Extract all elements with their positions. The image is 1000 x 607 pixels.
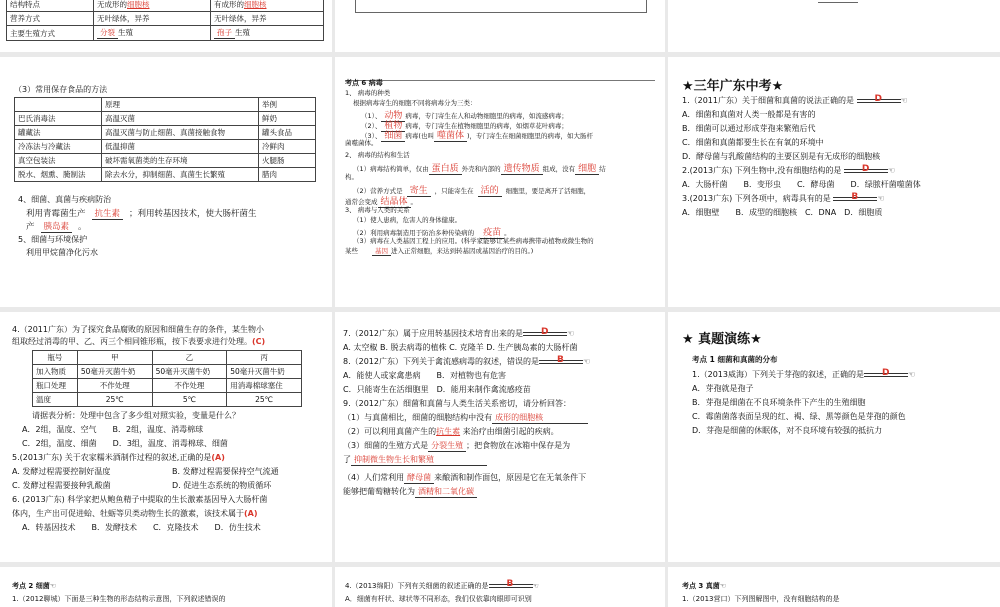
text: 细胞里，要是离开了活细胞， bbox=[505, 187, 591, 195]
table-cell: 25℃ bbox=[77, 393, 152, 407]
question-text: 1.（2013威海）下列关于芽孢的叙述，正确的是 bbox=[692, 370, 864, 379]
question bbox=[682, 165, 895, 176]
table-cell: 25℃ bbox=[227, 393, 302, 407]
option: B．细菌可以通过形成芽孢来繁殖后代 bbox=[682, 124, 816, 133]
table-cell: 巴氏消毒法 bbox=[15, 112, 102, 126]
text-line: 构。 bbox=[345, 173, 358, 181]
table-cell: 不作处理 bbox=[77, 379, 152, 393]
text: 利用青霉菌生产 bbox=[26, 209, 86, 219]
answer-text: 抗生素 bbox=[436, 427, 461, 436]
answer-line bbox=[343, 426, 559, 437]
option: A. 太空椒 B. 脱去病毒的植株 C. 克隆羊 D. 生产胰岛素的大肠杆菌 bbox=[343, 343, 578, 352]
answer-text: 基因 bbox=[372, 246, 391, 256]
question-text bbox=[12, 336, 265, 347]
answer-text: 动物 bbox=[381, 108, 405, 122]
text: （4）人们常利用 bbox=[343, 473, 405, 482]
question bbox=[345, 581, 539, 591]
answer-text: 酒精和二氧化碳 bbox=[415, 486, 477, 498]
option: C．只能寄生在活细胞里 D．能用来制作禽流感疫苗 bbox=[343, 385, 531, 394]
table-row bbox=[7, 12, 324, 26]
text-line: 2、 病毒的结构和生活 bbox=[345, 151, 410, 159]
slide-1 bbox=[0, 0, 332, 52]
answer-value: A bbox=[247, 509, 254, 518]
text-line bbox=[353, 161, 606, 175]
answer-text: 结晶体 bbox=[378, 194, 411, 208]
table-cell: 破坏需氧菌类的生存环境 bbox=[102, 154, 259, 168]
answer-mark bbox=[833, 191, 877, 203]
section-heading: （3）常用保存食品的方法 bbox=[14, 85, 108, 94]
question bbox=[682, 95, 908, 106]
table-cell: 真空包装法 bbox=[15, 154, 102, 168]
answer-text: 孢子 bbox=[214, 27, 235, 39]
top-rule bbox=[345, 80, 655, 81]
option: C. 发酵过程需要接种乳酸菌 bbox=[12, 481, 111, 490]
table-header: 乙 bbox=[152, 351, 227, 365]
text: ；利用转基因技术，使大肠杆菌生 bbox=[129, 209, 257, 219]
question-text: 请据表分析：处理中包含了多少组对照实验，变量是什么？ bbox=[32, 411, 240, 420]
answer-line bbox=[343, 472, 586, 484]
question-text: 9.（2012广东）细菌和真菌与人类生活关系密切，请分析回答： bbox=[343, 399, 571, 408]
table-cell: 无叶绿体，异养 bbox=[211, 12, 324, 26]
answer-text: 抑制微生物生长和繁殖 bbox=[351, 454, 487, 466]
question-text: 8.（2012广东）下列关于禽流感病毒的叙述，错误的是 bbox=[343, 357, 539, 366]
slide-6 bbox=[668, 57, 1000, 307]
table-row bbox=[33, 379, 302, 393]
text: 来治疗由细菌引起的疾病。 bbox=[462, 427, 559, 436]
slide-5 bbox=[335, 57, 665, 307]
table-cell: 冷鲜肉 bbox=[259, 140, 316, 154]
text: ，只能寄生在 bbox=[434, 187, 474, 195]
table-cell: 无叶绿体，异养 bbox=[94, 12, 211, 26]
option: C．细菌和真菌都要生长在有氧的环境中 bbox=[682, 138, 824, 147]
table-cell bbox=[211, 26, 324, 41]
text-line: （3）病毒在人类基因工程上的应用。(科学家能够让某些病毒携带动植物或微生物的 bbox=[353, 237, 594, 245]
question bbox=[692, 369, 915, 380]
table-cell: 冷冻法与冷藏法 bbox=[15, 140, 102, 154]
answer-line bbox=[343, 454, 487, 466]
paragraph bbox=[26, 220, 87, 233]
text: 结 bbox=[599, 165, 606, 173]
option: A. 发酵过程需要控制好温度 bbox=[12, 467, 111, 476]
option: D．芽孢是细菌的休眠体，对不良环境有较强的抵抗力 bbox=[692, 426, 883, 435]
slide-10 bbox=[0, 567, 332, 607]
answer-mark bbox=[864, 367, 908, 379]
divider-line bbox=[818, 2, 858, 3]
option: A．能使人或家禽患病 B．对植物也有危害 bbox=[343, 371, 506, 380]
answer-text: 噬菌体 bbox=[434, 128, 467, 142]
table-cell: 50毫升灭菌牛奶 bbox=[227, 365, 302, 379]
text: 通常会变成 bbox=[345, 198, 378, 206]
table-cell: 加入物质 bbox=[33, 365, 78, 379]
table-row bbox=[33, 393, 302, 407]
text: （2）、 bbox=[361, 122, 382, 130]
table-cell: 低温抑菌 bbox=[102, 140, 259, 154]
table-cell bbox=[94, 0, 211, 12]
answer-text: 寄生 bbox=[407, 183, 431, 197]
table-cell: 营养方式 bbox=[7, 12, 94, 26]
answer-line bbox=[343, 486, 477, 498]
question-text: 6. (2013广东) 科学家把从鲍鱼精子中提取的生长激素基因导入大肠杆菌 bbox=[12, 495, 268, 504]
option: A．2组，温度、空气 B．2组，温度、消毒棉球 bbox=[22, 425, 204, 434]
question-text: 2.(2013广东) 下列生物中,没有细胞结构的是 bbox=[682, 166, 842, 175]
text-line: 3、 病毒与人类的关系 bbox=[345, 206, 410, 214]
table-cell: 5℃ bbox=[152, 393, 227, 407]
answer-letter: D bbox=[874, 93, 883, 104]
table-cell: 高温灭菌与防止细菌、真菌接触食物 bbox=[102, 126, 259, 140]
table-row bbox=[15, 126, 316, 140]
text: 。 bbox=[410, 198, 418, 206]
hand-pointer-icon: ☜ bbox=[900, 96, 908, 105]
text-line: 菌噬菌体。 bbox=[345, 139, 378, 147]
answer-letter: (C) bbox=[252, 337, 266, 346]
text: （3）细菌的生殖方式是 bbox=[343, 441, 429, 450]
answer-text: 分裂 bbox=[97, 27, 118, 39]
slide-12 bbox=[668, 567, 1000, 607]
slide-9 bbox=[668, 312, 1000, 562]
answer-text: 酵母菌 bbox=[404, 472, 434, 484]
answer-text: 细胞 bbox=[575, 161, 599, 175]
slide-3 bbox=[668, 0, 1000, 52]
table-cell: 腊肉 bbox=[259, 168, 316, 182]
option: A．细菌和真菌对人类一般都是有害的 bbox=[682, 110, 816, 119]
table-header-row bbox=[15, 98, 316, 112]
question-text bbox=[12, 452, 225, 463]
cell-text: 生殖 bbox=[118, 28, 133, 37]
preservation-table bbox=[14, 97, 316, 182]
text-line bbox=[345, 246, 533, 256]
answer-mark bbox=[844, 163, 888, 175]
answer-letter: D bbox=[861, 163, 870, 174]
option: D．酵母菌与乳酸菌结构的主要区别是有无成形的细胞核 bbox=[682, 152, 881, 161]
table-cell: 火腿肠 bbox=[259, 154, 316, 168]
question bbox=[343, 356, 590, 367]
table-cell bbox=[94, 26, 211, 41]
section-title: 考点 6 病毒 bbox=[345, 79, 383, 87]
answer-letter: D bbox=[541, 326, 549, 337]
table-cell: 罐藏法 bbox=[15, 126, 102, 140]
answer-letter: (A) bbox=[244, 509, 258, 518]
question bbox=[682, 193, 885, 204]
table-cell: 鲜奶 bbox=[259, 112, 316, 126]
text: 能够把葡萄糖转化为 bbox=[343, 487, 415, 496]
option: A．转基因技术 B．发酵技术 C．克隆技术 D．仿生技术 bbox=[22, 523, 261, 532]
table-cell: 主要生殖方式 bbox=[7, 26, 94, 41]
section-title bbox=[682, 581, 726, 591]
text: 病毒，专门寄生在人和动物细胞里的病毒，如流感病毒； bbox=[405, 112, 568, 120]
answer-text: 细胞核 bbox=[127, 0, 150, 9]
answer-letter: D bbox=[882, 367, 890, 378]
answer-mark bbox=[539, 354, 583, 366]
text: 组取经过消毒的甲、乙、丙三个相同锥形瓶，按下表要求进行处理。 bbox=[12, 337, 252, 346]
text: 。 bbox=[504, 229, 511, 237]
answer-text: 细菌 bbox=[381, 128, 405, 142]
table-cell: 瓶口处理 bbox=[33, 379, 78, 393]
text: 。 bbox=[78, 222, 87, 232]
cell-text: 无成形的 bbox=[97, 0, 127, 9]
hand-pointer-icon: ☜ bbox=[887, 166, 896, 175]
answer-text: 植物 bbox=[381, 118, 405, 132]
option: B．芽孢是细菌在不良环境条件下产生的生殖细胞 bbox=[692, 398, 866, 407]
question bbox=[343, 328, 574, 339]
table-cell: 50毫升灭菌牛奶 bbox=[152, 365, 227, 379]
section-subtitle: 考点 1 细菌和真菌的分布 bbox=[692, 355, 778, 364]
blank-box bbox=[355, 0, 647, 13]
text: 病毒，专门寄生在植物细胞里的病毒，如烟草花叶病毒； bbox=[405, 122, 568, 130]
text: 病毒(也叫 bbox=[405, 132, 434, 140]
hand-pointer-icon: ☜ bbox=[49, 582, 57, 590]
slide-11 bbox=[335, 567, 665, 607]
answer-text: 胰岛素 bbox=[41, 220, 73, 233]
table-cell bbox=[211, 0, 324, 12]
slide-7 bbox=[0, 312, 332, 562]
hand-pointer-icon: ☜ bbox=[532, 582, 539, 590]
option: B. 发酵过程需要保持空气流通 bbox=[172, 467, 279, 476]
text: （1）、 bbox=[361, 112, 382, 120]
text-line bbox=[361, 128, 593, 142]
text: 组成，没有 bbox=[542, 165, 576, 173]
answer-text: 蛋白质 bbox=[429, 161, 462, 175]
table-header: 瓶号 bbox=[33, 351, 78, 365]
text: （1）与真菌相比，细菌的细胞结构中没有 bbox=[343, 413, 493, 422]
text: )，专门寄生在细菌细胞里的病毒，如大肠杆 bbox=[466, 132, 594, 140]
text: （1）病毒结构简单，仅由 bbox=[353, 165, 429, 173]
text-line: 1、 病毒的种类 bbox=[345, 89, 391, 97]
table-header: 甲 bbox=[77, 351, 152, 365]
table-header: 举例 bbox=[259, 98, 316, 112]
text-line: 根据病毒寄生的细胞不同将病毒分为三类： bbox=[353, 99, 477, 107]
paragraph: 利用甲烷菌净化污水 bbox=[26, 248, 98, 257]
question-text: 1.（2011广东）关于细菌和真菌的说法正确的是 bbox=[682, 96, 854, 105]
table-row bbox=[15, 168, 316, 182]
table-cell: 除去水分，抑制细菌、真菌生长繁殖 bbox=[102, 168, 259, 182]
answer-letter: (A) bbox=[211, 453, 225, 462]
answer-line bbox=[343, 412, 588, 424]
table-cell: 罐头食品 bbox=[259, 126, 316, 140]
table-cell: 不作处理 bbox=[152, 379, 227, 393]
experiment-table bbox=[32, 350, 302, 407]
option: A．大肠杆菌 B．变形虫 C．酵母菌 D．绿脓杆菌噬菌体 bbox=[682, 180, 921, 189]
answer-letter: B bbox=[506, 579, 514, 589]
text: 产 bbox=[26, 222, 35, 232]
text-line: 1.（2013营口）下列图解图中，没有细胞结构的是 bbox=[682, 595, 840, 603]
hand-pointer-icon: ☜ bbox=[877, 194, 885, 203]
table-row bbox=[15, 140, 316, 154]
title-text: 考点 3 真菌 bbox=[682, 582, 720, 590]
answer-text: 成形的细胞核 bbox=[492, 412, 588, 424]
option: D. 促进生态系统的物质循环 bbox=[172, 481, 272, 490]
table-row bbox=[7, 26, 324, 41]
question-text: 7.（2012广东）属于应用转基因技术培育出来的是 bbox=[343, 329, 523, 338]
cell-text: 有成形的 bbox=[214, 0, 244, 9]
text: 来酿酒和制作面包，原因是它在无氧条件下 bbox=[434, 473, 587, 482]
text-line: A．细菌有杆状、球状等不同形态，我们仅依靠肉眼即可识别 bbox=[345, 595, 532, 603]
answer-mark bbox=[857, 93, 901, 105]
table-cell: 50毫升灭菌牛奶 bbox=[77, 365, 152, 379]
table-cell: 脱水、烟熏、腌制法 bbox=[15, 168, 102, 182]
text: 5.(2013广东) 关于农家糯米酒制作过程的叙述,正确的是 bbox=[12, 453, 212, 462]
text: ；把食物放在冰箱中保存是为 bbox=[466, 441, 571, 450]
table-row bbox=[15, 154, 316, 168]
question-text: 3.(2013广东) 下列各项中，病毒具有的是 bbox=[682, 194, 831, 203]
text: （2）利用病毒制造用于防治多种传染病的 bbox=[353, 229, 475, 237]
table-header: 丙 bbox=[227, 351, 302, 365]
hand-pointer-icon: ☜ bbox=[567, 329, 575, 338]
section-title bbox=[12, 581, 56, 591]
text: （2）营养方式是 bbox=[353, 187, 403, 195]
answer-letter: B bbox=[851, 191, 859, 202]
table-header bbox=[15, 98, 102, 112]
table-cell: 温度 bbox=[33, 393, 78, 407]
option: A．细胞壁 B．成型的细胞核 C．DNA D．细胞质 bbox=[682, 208, 883, 217]
text: （2）可以利用真菌产生的 bbox=[343, 427, 437, 436]
table-header: 原理 bbox=[102, 98, 259, 112]
question-text: 4.（2011广东）为了探究食品腐败的原因和细菌生存的条件，某生物小 bbox=[12, 325, 264, 334]
option: C．霉菌菌落表面呈现的红、褐、绿、黑等颜色是芽孢的颜色 bbox=[692, 412, 906, 421]
text: 体内，生产出可促进蛤、牡蛎等贝类动物生长的激素，该技术属于 bbox=[12, 509, 244, 518]
slide-title: ★ 真题演练★ bbox=[682, 332, 762, 347]
bacteria-fungi-table bbox=[6, 0, 324, 41]
text: 某些 bbox=[345, 247, 358, 255]
answer-line bbox=[343, 440, 570, 452]
text: 进入正常细胞，来达到转基因或基因治疗的目的。) bbox=[391, 247, 534, 255]
paragraph: 4、细菌、真菌与疾病防治 bbox=[18, 195, 112, 204]
paragraph: 5、细菌与环境保护 bbox=[18, 235, 88, 244]
answer-text: 分裂生殖 bbox=[428, 440, 466, 452]
answer-letter: B bbox=[557, 354, 564, 365]
text: 外壳和内部的 bbox=[461, 165, 501, 173]
answer-mark bbox=[523, 326, 567, 338]
answer-text: 活的 bbox=[478, 183, 502, 197]
answer-mark bbox=[489, 579, 533, 590]
hand-pointer-icon: ☜ bbox=[583, 357, 591, 366]
title-text: 考点 2 细菌 bbox=[12, 582, 50, 590]
table-header-row bbox=[33, 351, 302, 365]
table-cell: 结构特点 bbox=[7, 0, 94, 12]
table-cell: 用消毒棉球塞住 bbox=[227, 379, 302, 393]
text: （3）、 bbox=[361, 132, 382, 140]
question-text bbox=[12, 508, 258, 519]
slide-2 bbox=[335, 0, 665, 52]
text-line: （1）使人患病，危害人的身体健康。 bbox=[353, 216, 462, 224]
cell-text: 生殖 bbox=[235, 28, 250, 37]
text-line: 1.（2012聊城）下面是三种生物的形态结构示意图，下列叙述错误的 bbox=[12, 595, 226, 603]
question-text: 4.（2013绵阳）下列有关细菌的叙述正确的是 bbox=[345, 582, 489, 590]
slide-8 bbox=[335, 312, 665, 562]
answer-value: C bbox=[255, 337, 262, 346]
answer-text: 遗传物质 bbox=[501, 161, 543, 175]
answer-text: 疫苗 bbox=[480, 225, 504, 239]
table-row bbox=[7, 0, 324, 12]
slide-title: ★三年广东中考★ bbox=[682, 79, 784, 94]
hand-pointer-icon: ☜ bbox=[908, 370, 916, 379]
paragraph bbox=[26, 207, 257, 220]
hand-pointer-icon: ☜ bbox=[719, 582, 727, 590]
slide-4 bbox=[0, 57, 332, 307]
text: 了 bbox=[343, 455, 351, 464]
table-cell: 高温灭菌 bbox=[102, 112, 259, 126]
option: C．2组，温度、细菌 D．3组，温度、消毒棉球、细菌 bbox=[22, 439, 228, 448]
option: A．芽孢就是孢子 bbox=[692, 384, 754, 393]
answer-text: 抗生素 bbox=[92, 207, 124, 220]
table-row bbox=[33, 365, 302, 379]
table-row bbox=[15, 112, 316, 126]
answer-text: 细胞核 bbox=[244, 0, 267, 9]
answer-value: A bbox=[214, 453, 222, 462]
